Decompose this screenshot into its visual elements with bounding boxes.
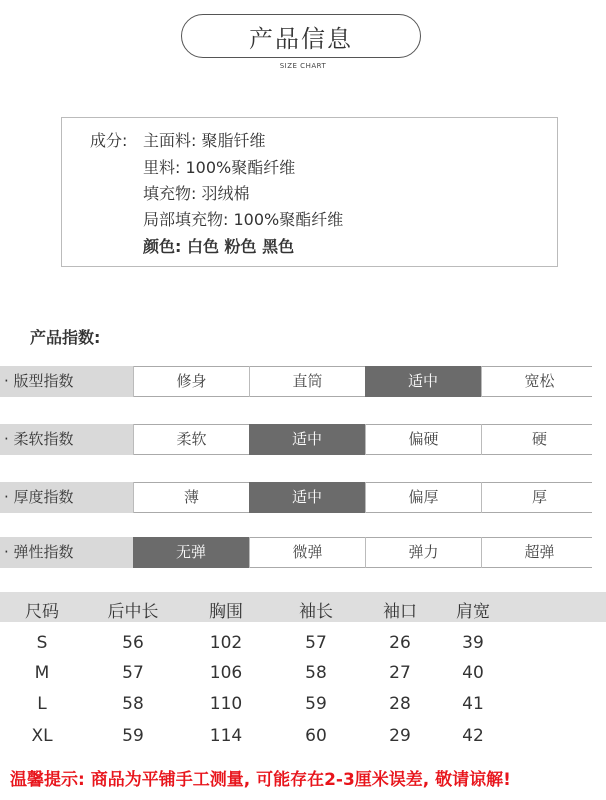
size-table-column-header: 肩宽 [456,602,490,622]
index-row-label: · 厚度指数 [0,482,133,513]
index-option: 薄 [133,482,249,513]
index-option: 无弹 [133,537,249,568]
size-table-cell: 58 [122,694,144,714]
size-table-cell: 39 [462,633,484,653]
index-row-label: · 弹性指数 [0,537,133,568]
composition-line: 里料: 100%聚酯纤维 [143,158,296,177]
page-title-text: 产品信息 [249,24,353,53]
size-label: M [34,663,50,683]
size-table-cell: 28 [389,694,411,714]
size-table-cell: 27 [389,663,411,683]
index-option: 微弹 [249,537,365,568]
index-row [0,537,592,568]
size-table-column-header: 袖长 [299,602,333,622]
composition-line: 局部填充物: 100%聚酯纤维 [143,210,344,229]
size-label: S [36,633,48,653]
indices-label: 产品指数: [30,328,101,347]
size-table-cell: 114 [209,726,243,746]
index-option: 偏厚 [365,482,481,513]
page-title [181,14,421,58]
size-table-cell: 40 [462,663,484,683]
size-table-column-header: 尺码 [25,602,59,622]
size-table-cell: 106 [209,663,243,683]
index-option: 适中 [249,424,365,455]
index-option: 厚 [481,482,597,513]
page-subtitle: SIZE CHART [279,62,327,70]
composition-box [61,117,558,267]
index-option: 直筒 [249,366,365,397]
measurement-note: 温馨提示: 商品为平铺手工测量, 可能存在2-3厘米误差, 敬请谅解! [10,770,511,790]
size-table-cell: 59 [305,694,327,714]
size-table-cell: 41 [462,694,484,714]
size-table-column-header: 袖口 [383,602,417,622]
size-table-cell: 42 [462,726,484,746]
index-option: 适中 [365,366,481,397]
composition-line: 颜色: 白色 粉色 黑色 [143,237,295,256]
index-option: 偏硬 [365,424,481,455]
index-option: 超弹 [481,537,597,568]
size-table-cell: 26 [389,633,411,653]
index-option: 宽松 [481,366,597,397]
composition-line: 填充物: 羽绒棉 [143,184,250,203]
size-table-cell: 57 [305,633,327,653]
index-option: 柔软 [133,424,249,455]
index-row-label: · 版型指数 [0,366,133,397]
index-row [0,424,592,455]
size-table-column-header: 胸围 [209,602,243,622]
size-table-cell: 102 [209,633,243,653]
composition-label: 成分: [90,131,128,150]
index-option: 硬 [481,424,597,455]
size-table-cell: 59 [122,726,144,746]
size-label: XL [31,726,53,746]
size-table-cell: 57 [122,663,144,683]
size-table-cell: 58 [305,663,327,683]
composition-line: 主面料: 聚脂钎维 [143,131,266,150]
size-table-cell: 60 [305,726,327,746]
size-label: L [37,694,47,714]
size-table-cell: 110 [209,694,243,714]
index-row [0,366,592,397]
index-row-label: · 柔软指数 [0,424,133,455]
size-table-column-header: 后中长 [107,602,159,622]
index-option: 修身 [133,366,249,397]
size-table-cell: 56 [122,633,144,653]
index-row [0,482,592,513]
index-option: 弹力 [365,537,481,568]
index-option: 适中 [249,482,365,513]
size-table-cell: 29 [389,726,411,746]
